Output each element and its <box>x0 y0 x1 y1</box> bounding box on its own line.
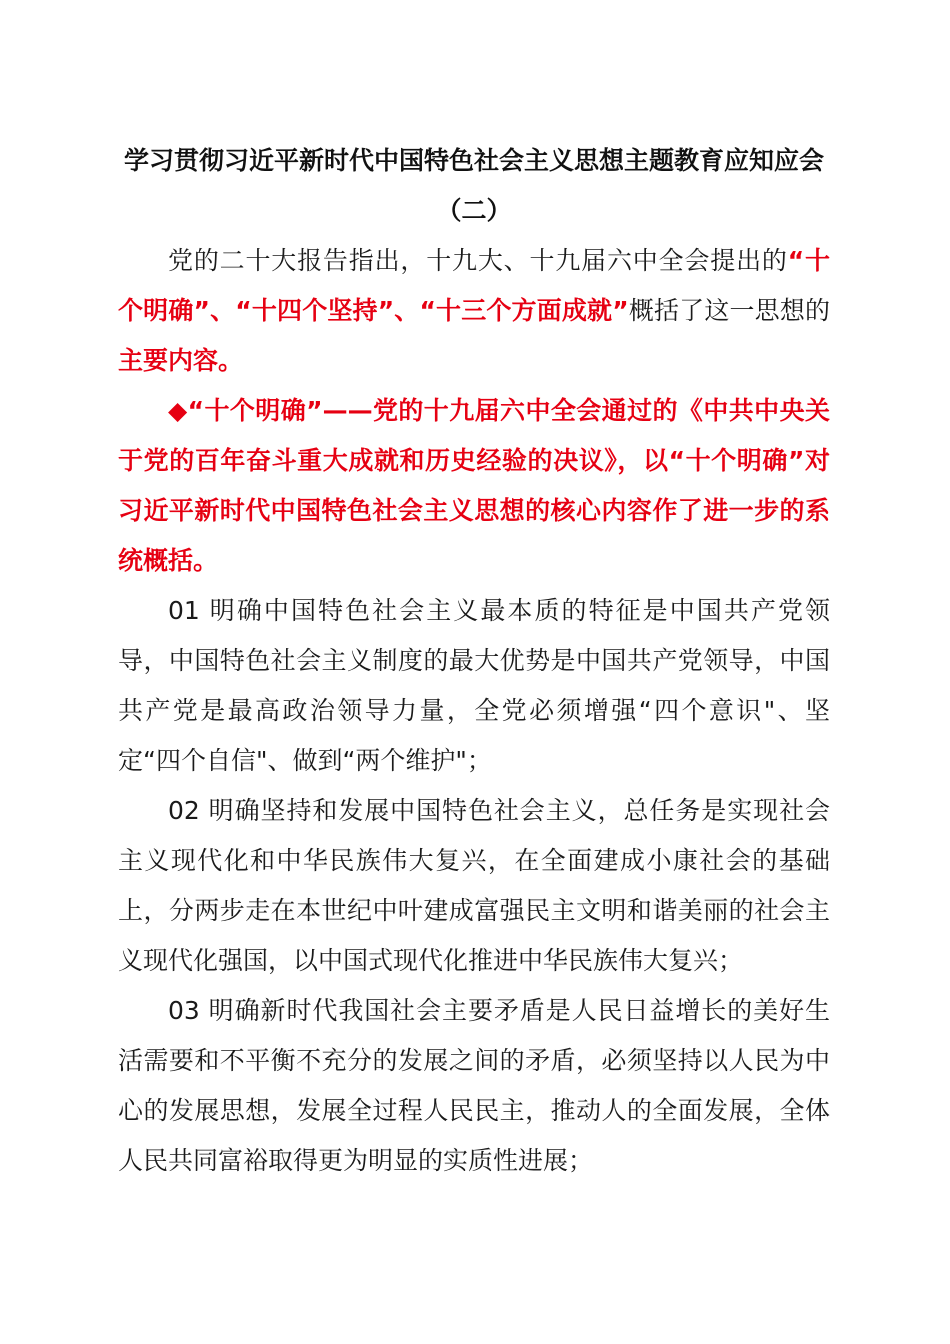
intro-highlight-concepts: “十个明确”、“十四个坚持”、“十三个方面成就” <box>118 246 830 325</box>
document-title: 学习贯彻习近平新时代中国特色社会主义思想主题教育应知应会（二） <box>123 146 824 225</box>
intro-highlight-main-content: 主要内容。 <box>118 346 244 375</box>
section-heading-paragraph <box>118 386 830 586</box>
intro-paragraph <box>118 236 830 386</box>
list-item: 03 明确新时代我国社会主要矛盾是人民日益增长的美好生活需要和不平衡不充分的发展之间的矛盾，必须坚持以人民为中心的发展思想，发展全过程人民民主，推动人的全面发展，全体人民共同富裕取得更为明显的实质性进展； <box>118 996 830 1175</box>
intro-text-part1: 党的二十大报告指出，十九大、十九届六中全会提出的 <box>168 246 788 275</box>
diamond-bullet-icon: ◆ <box>168 396 188 425</box>
intro-text-part2: 概括了这一思想的 <box>628 296 830 325</box>
list-item: 01 明确中国特色社会主义最本质的特征是中国共产党领导，中国特色社会主义制度的最大优势是中国共产党领导，中国共产党是最高政治领导力量，全党必须增强“四个意识"、坚定“四个自信"、做到“两个维护"； <box>118 596 830 775</box>
document-page <box>118 136 830 1186</box>
list-item: 02 明确坚持和发展中国特色社会主义，总任务是实现社会主义现代化和中华民族伟大复兴，在全面建成小康社会的基础上，分两步走在本世纪中叶建成富强民主文明和谐美丽的社会主义现代化强国，以中国式现代化推进中华民族伟大复兴； <box>118 796 830 975</box>
section-heading-text: “十个明确”——党的十九届六中全会通过的《中共中央关于党的百年奋斗重大成就和历史经验的决议》，以“十个明确”对习近平新时代中国特色社会主义思想的核心内容作了进一步的系统概括。 <box>118 396 830 575</box>
